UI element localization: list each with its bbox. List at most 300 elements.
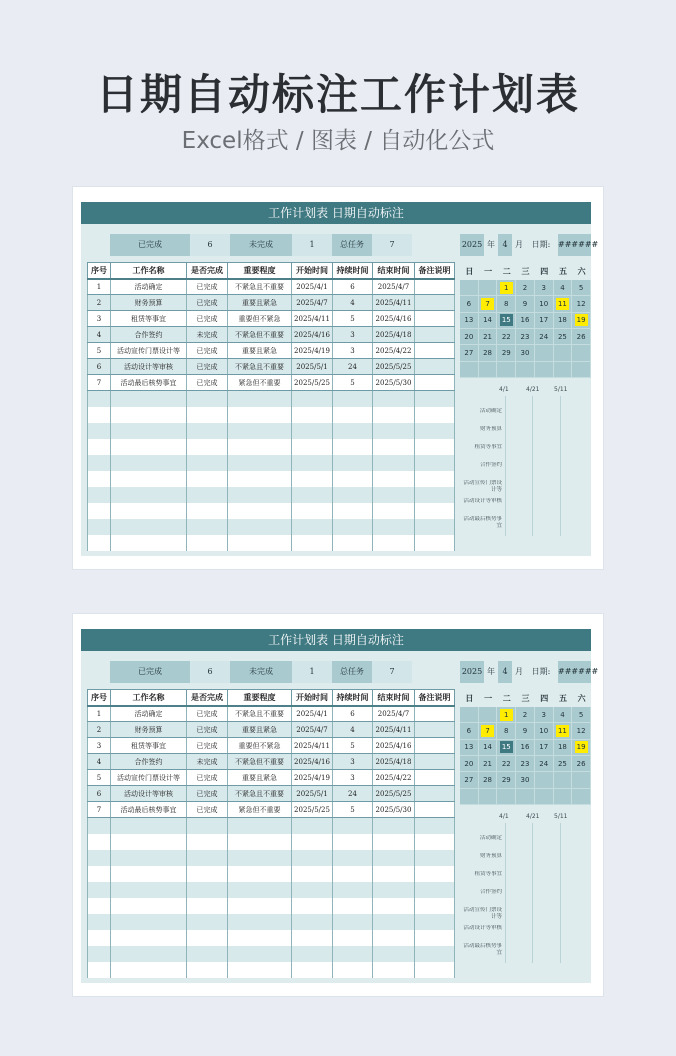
empty-cell[interactable]	[415, 471, 455, 487]
column-header[interactable]: 工作名称	[111, 263, 187, 279]
table-cell[interactable]: 2025/4/18	[373, 754, 415, 770]
empty-cell[interactable]	[333, 487, 373, 503]
table-cell[interactable]: 2025/5/25	[373, 359, 415, 375]
empty-cell[interactable]	[415, 930, 455, 946]
table-cell[interactable]: 活动最后核势事宜	[111, 802, 187, 818]
calendar-day[interactable]	[572, 772, 591, 788]
table-cell[interactable]: 6	[88, 359, 111, 375]
table-cell[interactable]: 已完成	[187, 311, 228, 327]
table-cell[interactable]: 4	[333, 722, 373, 738]
calendar-day[interactable]	[497, 345, 516, 361]
calendar-day[interactable]	[572, 329, 591, 345]
empty-cell[interactable]	[111, 519, 187, 535]
calendar-day[interactable]	[460, 296, 479, 312]
empty-cell[interactable]	[292, 439, 333, 455]
calendar-day[interactable]	[516, 756, 535, 772]
calendar-day[interactable]	[554, 362, 573, 378]
calendar-day[interactable]	[516, 313, 535, 329]
empty-cell[interactable]	[88, 455, 111, 471]
empty-cell[interactable]	[228, 914, 292, 930]
calendar-day[interactable]	[572, 280, 591, 296]
empty-cell[interactable]	[292, 487, 333, 503]
calendar-day[interactable]	[479, 772, 498, 788]
table-cell[interactable]: 3	[88, 311, 111, 327]
table-cell[interactable]	[415, 722, 455, 738]
empty-cell[interactable]	[373, 471, 415, 487]
table-cell[interactable]: 2025/4/22	[373, 343, 415, 359]
calendar-year[interactable]: 2025	[460, 234, 484, 256]
empty-cell[interactable]	[187, 519, 228, 535]
empty-cell[interactable]	[88, 898, 111, 914]
calendar-day[interactable]	[516, 362, 535, 378]
table-cell[interactable]: 活动设计等审核	[111, 786, 187, 802]
empty-cell[interactable]	[415, 407, 455, 423]
table-cell[interactable]: 不紧急且不重要	[228, 279, 292, 295]
empty-cell[interactable]	[292, 818, 333, 834]
table-cell[interactable]: 2025/5/25	[373, 786, 415, 802]
empty-cell[interactable]	[111, 455, 187, 471]
table-cell[interactable]: 2025/5/1	[292, 359, 333, 375]
calendar-date-value[interactable]: ######	[558, 234, 591, 256]
empty-cell[interactable]	[415, 503, 455, 519]
empty-cell[interactable]	[415, 946, 455, 962]
empty-cell[interactable]	[111, 487, 187, 503]
table-cell[interactable]	[415, 786, 455, 802]
undone-count[interactable]: 1	[292, 234, 332, 256]
table-cell[interactable]	[415, 738, 455, 754]
empty-cell[interactable]	[88, 391, 111, 407]
empty-cell[interactable]	[187, 946, 228, 962]
table-cell[interactable]: 7	[88, 375, 111, 391]
calendar-day[interactable]	[460, 772, 479, 788]
empty-cell[interactable]	[88, 930, 111, 946]
column-header[interactable]: 序号	[88, 263, 111, 279]
column-header[interactable]: 是否完成	[187, 263, 228, 279]
calendar-day[interactable]	[497, 280, 516, 296]
empty-cell[interactable]	[333, 818, 373, 834]
empty-cell[interactable]	[292, 519, 333, 535]
calendar-day[interactable]	[516, 772, 535, 788]
column-header[interactable]: 序号	[88, 690, 111, 706]
empty-cell[interactable]	[333, 535, 373, 551]
done-count[interactable]: 6	[190, 661, 230, 683]
calendar-date-value[interactable]: ######	[558, 661, 591, 683]
empty-cell[interactable]	[415, 914, 455, 930]
calendar-day[interactable]	[535, 707, 554, 723]
empty-cell[interactable]	[187, 535, 228, 551]
empty-cell[interactable]	[228, 898, 292, 914]
table-cell[interactable]: 2025/4/16	[292, 754, 333, 770]
empty-cell[interactable]	[88, 882, 111, 898]
table-cell[interactable]: 5	[333, 738, 373, 754]
column-header[interactable]: 是否完成	[187, 690, 228, 706]
empty-cell[interactable]	[373, 866, 415, 882]
empty-cell[interactable]	[373, 850, 415, 866]
empty-cell[interactable]	[292, 391, 333, 407]
table-cell[interactable]: 2025/4/22	[373, 770, 415, 786]
column-header[interactable]: 重要程度	[228, 690, 292, 706]
empty-cell[interactable]	[187, 439, 228, 455]
empty-cell[interactable]	[292, 455, 333, 471]
table-cell[interactable]: 2025/5/30	[373, 802, 415, 818]
table-cell[interactable]	[415, 375, 455, 391]
table-cell[interactable]: 24	[333, 786, 373, 802]
empty-cell[interactable]	[292, 407, 333, 423]
calendar-day[interactable]	[516, 740, 535, 756]
empty-cell[interactable]	[373, 455, 415, 471]
table-cell[interactable]: 2025/4/19	[292, 343, 333, 359]
empty-cell[interactable]	[333, 439, 373, 455]
empty-cell[interactable]	[187, 930, 228, 946]
table-cell[interactable]: 重要且紧急	[228, 343, 292, 359]
table-cell[interactable]: 活动确定	[111, 706, 187, 722]
table-cell[interactable]: 2025/4/11	[373, 295, 415, 311]
empty-cell[interactable]	[88, 439, 111, 455]
calendar-day[interactable]	[460, 740, 479, 756]
empty-cell[interactable]	[187, 866, 228, 882]
empty-cell[interactable]	[292, 882, 333, 898]
calendar-day[interactable]	[516, 789, 535, 805]
empty-cell[interactable]	[228, 535, 292, 551]
empty-cell[interactable]	[187, 407, 228, 423]
empty-cell[interactable]	[187, 391, 228, 407]
empty-cell[interactable]	[111, 898, 187, 914]
calendar-day[interactable]	[460, 280, 479, 296]
calendar-day[interactable]	[479, 345, 498, 361]
table-cell[interactable]: 2025/4/7	[292, 295, 333, 311]
empty-cell[interactable]	[111, 914, 187, 930]
empty-cell[interactable]	[415, 439, 455, 455]
empty-cell[interactable]	[88, 407, 111, 423]
calendar-day[interactable]	[497, 362, 516, 378]
empty-cell[interactable]	[373, 818, 415, 834]
calendar-day[interactable]	[554, 740, 573, 756]
empty-cell[interactable]	[88, 503, 111, 519]
table-cell[interactable]: 2025/4/16	[373, 311, 415, 327]
empty-cell[interactable]	[292, 962, 333, 978]
calendar-day[interactable]	[497, 329, 516, 345]
table-cell[interactable]: 已完成	[187, 738, 228, 754]
empty-cell[interactable]	[333, 423, 373, 439]
calendar-year[interactable]: 2025	[460, 661, 484, 683]
calendar-day[interactable]	[516, 723, 535, 739]
table-cell[interactable]	[415, 311, 455, 327]
empty-cell[interactable]	[228, 503, 292, 519]
table-cell[interactable]: 6	[333, 706, 373, 722]
table-cell[interactable]: 租赁等事宜	[111, 311, 187, 327]
empty-cell[interactable]	[333, 962, 373, 978]
table-cell[interactable]: 紧急但不重要	[228, 802, 292, 818]
calendar-day[interactable]	[460, 723, 479, 739]
calendar-day[interactable]	[497, 707, 516, 723]
empty-cell[interactable]	[88, 535, 111, 551]
table-cell[interactable]: 5	[333, 311, 373, 327]
empty-cell[interactable]	[228, 882, 292, 898]
calendar-day[interactable]	[535, 313, 554, 329]
empty-cell[interactable]	[292, 850, 333, 866]
table-cell[interactable]: 不紧急但不重要	[228, 754, 292, 770]
table-cell[interactable]: 4	[88, 327, 111, 343]
table-cell[interactable]	[415, 327, 455, 343]
empty-cell[interactable]	[111, 930, 187, 946]
empty-cell[interactable]	[373, 487, 415, 503]
calendar-day[interactable]	[479, 313, 498, 329]
empty-cell[interactable]	[373, 898, 415, 914]
empty-cell[interactable]	[415, 423, 455, 439]
column-header[interactable]: 结束时间	[373, 690, 415, 706]
table-cell[interactable]: 已完成	[187, 375, 228, 391]
table-cell[interactable]	[415, 802, 455, 818]
empty-cell[interactable]	[292, 946, 333, 962]
empty-cell[interactable]	[187, 818, 228, 834]
empty-cell[interactable]	[88, 834, 111, 850]
column-header[interactable]: 备注说明	[415, 690, 455, 706]
column-header[interactable]: 持续时间	[333, 690, 373, 706]
column-header[interactable]: 开始时间	[292, 690, 333, 706]
empty-cell[interactable]	[415, 391, 455, 407]
table-cell[interactable]: 2025/4/1	[292, 706, 333, 722]
table-cell[interactable]: 2	[88, 722, 111, 738]
table-cell[interactable]: 2025/4/16	[292, 327, 333, 343]
calendar-day[interactable]	[497, 756, 516, 772]
empty-cell[interactable]	[228, 850, 292, 866]
table-cell[interactable]: 已完成	[187, 706, 228, 722]
empty-cell[interactable]	[187, 487, 228, 503]
table-cell[interactable]: 5	[88, 343, 111, 359]
calendar-day[interactable]	[572, 740, 591, 756]
empty-cell[interactable]	[187, 423, 228, 439]
table-cell[interactable]: 3	[333, 327, 373, 343]
empty-cell[interactable]	[373, 519, 415, 535]
calendar-day[interactable]	[479, 280, 498, 296]
empty-cell[interactable]	[415, 519, 455, 535]
table-cell[interactable]	[415, 343, 455, 359]
empty-cell[interactable]	[333, 455, 373, 471]
calendar-day[interactable]	[535, 280, 554, 296]
empty-cell[interactable]	[333, 519, 373, 535]
table-cell[interactable]: 5	[333, 802, 373, 818]
empty-cell[interactable]	[292, 898, 333, 914]
calendar-day[interactable]	[554, 723, 573, 739]
table-cell[interactable]: 2025/5/25	[292, 802, 333, 818]
calendar-day[interactable]	[572, 313, 591, 329]
calendar-day[interactable]	[554, 789, 573, 805]
empty-cell[interactable]	[333, 866, 373, 882]
empty-cell[interactable]	[88, 946, 111, 962]
calendar-day[interactable]	[516, 707, 535, 723]
calendar-day[interactable]	[535, 772, 554, 788]
empty-cell[interactable]	[292, 503, 333, 519]
calendar-day[interactable]	[572, 723, 591, 739]
table-cell[interactable]: 重要且紧急	[228, 295, 292, 311]
empty-cell[interactable]	[111, 471, 187, 487]
calendar-day[interactable]	[554, 345, 573, 361]
empty-cell[interactable]	[111, 818, 187, 834]
table-cell[interactable]: 2025/5/25	[292, 375, 333, 391]
calendar-day[interactable]	[535, 329, 554, 345]
column-header[interactable]: 工作名称	[111, 690, 187, 706]
table-cell[interactable]: 2025/4/7	[373, 706, 415, 722]
calendar-day[interactable]	[554, 329, 573, 345]
calendar-day[interactable]	[516, 296, 535, 312]
empty-cell[interactable]	[228, 834, 292, 850]
empty-cell[interactable]	[373, 439, 415, 455]
table-cell[interactable]: 紧急但不重要	[228, 375, 292, 391]
empty-cell[interactable]	[111, 535, 187, 551]
calendar-day[interactable]	[572, 296, 591, 312]
empty-cell[interactable]	[228, 423, 292, 439]
empty-cell[interactable]	[88, 914, 111, 930]
table-cell[interactable]: 已完成	[187, 295, 228, 311]
table-cell[interactable]: 财务预算	[111, 295, 187, 311]
empty-cell[interactable]	[415, 455, 455, 471]
table-cell[interactable]: 活动宣传门票设计等	[111, 343, 187, 359]
empty-cell[interactable]	[333, 882, 373, 898]
table-cell[interactable]: 1	[88, 706, 111, 722]
table-cell[interactable]: 已完成	[187, 343, 228, 359]
table-cell[interactable]: 6	[333, 279, 373, 295]
calendar-day[interactable]	[460, 329, 479, 345]
empty-cell[interactable]	[333, 850, 373, 866]
calendar-day[interactable]	[479, 723, 498, 739]
done-count[interactable]: 6	[190, 234, 230, 256]
table-cell[interactable]: 5	[88, 770, 111, 786]
empty-cell[interactable]	[228, 519, 292, 535]
empty-cell[interactable]	[228, 930, 292, 946]
empty-cell[interactable]	[292, 930, 333, 946]
table-cell[interactable]: 合作签约	[111, 327, 187, 343]
empty-cell[interactable]	[415, 962, 455, 978]
empty-cell[interactable]	[187, 898, 228, 914]
empty-cell[interactable]	[333, 946, 373, 962]
calendar-month[interactable]: 4	[498, 661, 512, 683]
calendar-day[interactable]	[479, 740, 498, 756]
empty-cell[interactable]	[333, 391, 373, 407]
empty-cell[interactable]	[415, 834, 455, 850]
total-count[interactable]: 7	[372, 661, 412, 683]
empty-cell[interactable]	[333, 471, 373, 487]
table-cell[interactable]: 24	[333, 359, 373, 375]
empty-cell[interactable]	[333, 834, 373, 850]
empty-cell[interactable]	[292, 471, 333, 487]
table-cell[interactable]: 3	[333, 754, 373, 770]
empty-cell[interactable]	[333, 407, 373, 423]
calendar-day[interactable]	[572, 756, 591, 772]
table-cell[interactable]: 已完成	[187, 770, 228, 786]
table-cell[interactable]: 2025/4/7	[292, 722, 333, 738]
empty-cell[interactable]	[415, 882, 455, 898]
calendar-day[interactable]	[460, 313, 479, 329]
calendar-day[interactable]	[572, 345, 591, 361]
empty-cell[interactable]	[187, 471, 228, 487]
table-cell[interactable]: 已完成	[187, 802, 228, 818]
column-header[interactable]: 持续时间	[333, 263, 373, 279]
empty-cell[interactable]	[415, 898, 455, 914]
empty-cell[interactable]	[88, 962, 111, 978]
empty-cell[interactable]	[333, 930, 373, 946]
table-cell[interactable]: 活动最后核势事宜	[111, 375, 187, 391]
column-header[interactable]: 结束时间	[373, 263, 415, 279]
empty-cell[interactable]	[373, 930, 415, 946]
table-cell[interactable]: 4	[88, 754, 111, 770]
empty-cell[interactable]	[228, 962, 292, 978]
empty-cell[interactable]	[373, 914, 415, 930]
empty-cell[interactable]	[111, 503, 187, 519]
empty-cell[interactable]	[111, 439, 187, 455]
table-cell[interactable]: 3	[333, 770, 373, 786]
empty-cell[interactable]	[228, 866, 292, 882]
empty-cell[interactable]	[88, 487, 111, 503]
table-cell[interactable]: 不紧急且不重要	[228, 706, 292, 722]
calendar-day[interactable]	[460, 789, 479, 805]
empty-cell[interactable]	[187, 834, 228, 850]
table-cell[interactable]: 2	[88, 295, 111, 311]
empty-cell[interactable]	[373, 946, 415, 962]
calendar-day[interactable]	[535, 723, 554, 739]
empty-cell[interactable]	[88, 519, 111, 535]
empty-cell[interactable]	[373, 834, 415, 850]
calendar-day[interactable]	[460, 345, 479, 361]
table-cell[interactable]: 7	[88, 802, 111, 818]
table-cell[interactable]: 活动确定	[111, 279, 187, 295]
undone-count[interactable]: 1	[292, 661, 332, 683]
table-cell[interactable]: 2025/4/1	[292, 279, 333, 295]
table-cell[interactable]: 4	[333, 295, 373, 311]
empty-cell[interactable]	[111, 407, 187, 423]
empty-cell[interactable]	[187, 882, 228, 898]
empty-cell[interactable]	[187, 962, 228, 978]
column-header[interactable]: 备注说明	[415, 263, 455, 279]
empty-cell[interactable]	[228, 439, 292, 455]
calendar-day[interactable]	[572, 789, 591, 805]
table-cell[interactable]	[415, 295, 455, 311]
empty-cell[interactable]	[228, 818, 292, 834]
empty-cell[interactable]	[373, 407, 415, 423]
table-cell[interactable]: 已完成	[187, 722, 228, 738]
table-cell[interactable]: 重要且紧急	[228, 722, 292, 738]
empty-cell[interactable]	[111, 946, 187, 962]
empty-cell[interactable]	[111, 866, 187, 882]
empty-cell[interactable]	[415, 535, 455, 551]
calendar-day[interactable]	[497, 723, 516, 739]
table-cell[interactable]: 合作签约	[111, 754, 187, 770]
calendar-day[interactable]	[479, 296, 498, 312]
empty-cell[interactable]	[111, 962, 187, 978]
empty-cell[interactable]	[415, 866, 455, 882]
column-header[interactable]: 开始时间	[292, 263, 333, 279]
empty-cell[interactable]	[373, 391, 415, 407]
table-cell[interactable]: 不紧急且不重要	[228, 786, 292, 802]
calendar-day[interactable]	[554, 280, 573, 296]
empty-cell[interactable]	[228, 487, 292, 503]
calendar-day[interactable]	[479, 789, 498, 805]
table-cell[interactable]: 2025/5/1	[292, 786, 333, 802]
table-cell[interactable]: 已完成	[187, 359, 228, 375]
table-cell[interactable]: 2025/4/16	[373, 738, 415, 754]
table-cell[interactable]: 重要且紧急	[228, 770, 292, 786]
calendar-day[interactable]	[516, 280, 535, 296]
empty-cell[interactable]	[228, 407, 292, 423]
column-header[interactable]: 重要程度	[228, 263, 292, 279]
empty-cell[interactable]	[292, 535, 333, 551]
table-cell[interactable]	[415, 706, 455, 722]
calendar-day[interactable]	[497, 296, 516, 312]
calendar-day[interactable]	[572, 707, 591, 723]
empty-cell[interactable]	[111, 850, 187, 866]
calendar-day[interactable]	[497, 740, 516, 756]
calendar-day[interactable]	[554, 707, 573, 723]
table-cell[interactable]: 3	[333, 343, 373, 359]
